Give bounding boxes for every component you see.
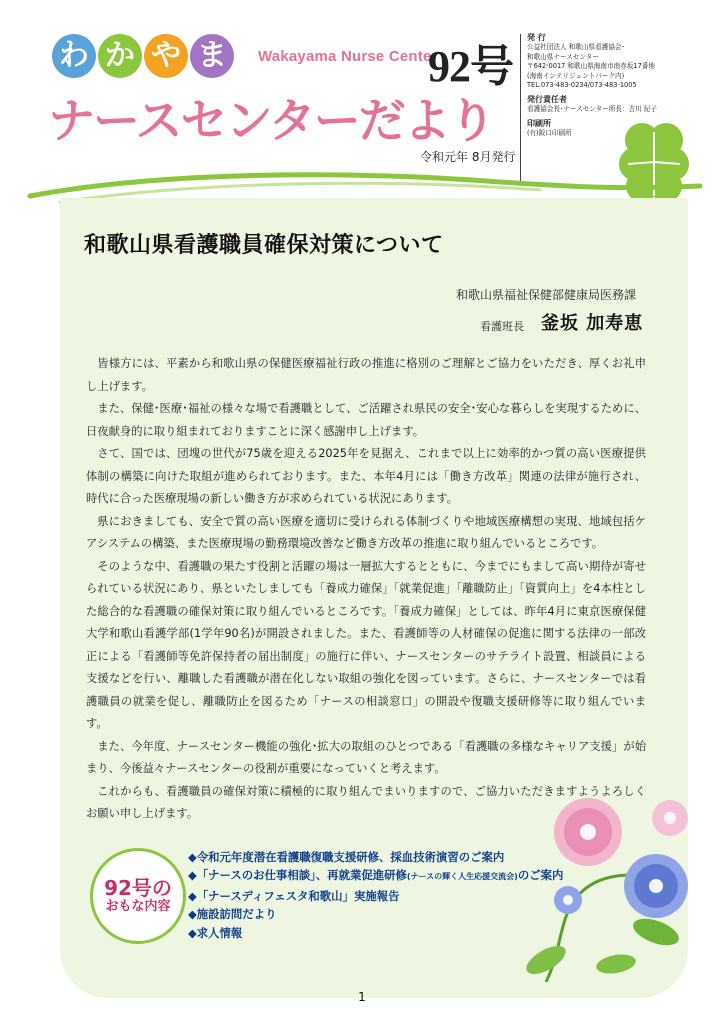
issue-number: 92号 (428, 42, 513, 91)
page-number: 1 (358, 990, 366, 1004)
article-body (86, 353, 646, 826)
article-title: 和歌山県看護職員確保対策について (84, 232, 444, 258)
article-paragraph: そのような中、看護職の果たす役割と活躍の場は一層拡大するとともに、今までにもまして高い期待が寄せられている状況にあり、県といたしましても「養成力確保」「就業促進」「離職防止」「資質向上」を4本柱とした総合的な看護職の確保対策に取り組んでいるところです。「養成力確保」としては、昨年4月に東京医療保健大学和歌山看護学部(1学年90名)が開設されました。また、看護師等の人材確保の促進に関する法律の一部改正による「看護師等免許保持者の届出制度」の施行に伴い、ナースセンターのサテライト設置、相談員による支援などを行い、離職した看護職が潜在化しない取組の強化を図っています。さらに、ナースセンターでは看護職員の就業を促し、離職防止を図るため「ナースの相談窓口」の開設や復職支援研修等に取り組んでいます。 (86, 559, 646, 730)
publisher-line: 和歌山県ナースセンター (527, 52, 599, 61)
author-role: 看護班長 (480, 320, 524, 333)
contents-item (188, 866, 618, 886)
printer-line: (有)阪口印刷所 (527, 128, 572, 137)
contents-item-note: (ナースの輝く人生応援交流会) (406, 872, 518, 882)
article-paragraph: また、保健･医療･福祉の様々な場で看護職として、ご活躍され県民の安全･安心な暮らしを実現するために、日夜献身的に取り組まれておりますことに深く感謝申し上げます。 (86, 402, 646, 438)
contents-badge-line1: 92号の (104, 876, 172, 900)
logo-bubble-ya: や (144, 34, 188, 78)
contents-list (188, 848, 618, 942)
article-paragraph: また、今年度、ナースセンター機能の強化･拡大の取組のひとつである「看護職の多様なキャリア支援」が始まり、今後益々ナースセンターの役割が重要になっていくと考えます。 (86, 739, 646, 775)
header-divider (520, 34, 521, 184)
logo-bubble-ka: か (98, 34, 142, 78)
contents-item: ◆施設訪問だより (188, 907, 277, 922)
contents-item: ◆「ナースディフェスタ和歌山」実施報告 (188, 888, 400, 903)
contents-item: ◆令和元年度潜在看護職復職支援研修、採血技術演習のご案内 (188, 850, 505, 864)
logo-bubble-wa: わ (52, 34, 96, 78)
contents-badge (90, 848, 186, 944)
article-paragraph: さて、国では、団塊の世代が75歳を迎える2025年を見据え、これまで以上に効率的かつ質の高い医療提供体制の構築に向けた取組が進められております。また、本年4月には「働き方改革」関連の法律が施行され、時代に合った医療現場の新しい働き方が求められている状況にあります。 (86, 447, 646, 505)
center-name: Wakayama Nurse Center (258, 48, 438, 65)
editor-heading: 発行責任者 (527, 94, 567, 104)
contents-item: ◆求人情報 (188, 925, 243, 940)
contents-badge-line2: おもな内容 (105, 899, 171, 914)
contents-item-text: ◆「ナースのお仕事相談」、再就業促進研修 (188, 868, 407, 883)
publisher-heading: 発 行 (527, 33, 546, 42)
publication-date: 令和元年 8月発行 (420, 150, 516, 164)
editor-line: 看護協会長･ナースセンター所長：古川 紀子 (527, 104, 658, 113)
newsletter-title: ナースセンターだより (48, 94, 494, 149)
article-paragraph: これからも、看護職員の確保対策に積極的に取り組んでまいりますので、ご協力いただきますようよろしくお願い申し上げます。 (86, 784, 646, 820)
article-paragraph: 県におきましても、安全で質の高い医療を適切に受けられる体制づくりや地域医療構想の実現、地域包括ケアシステムの構築、また医療現場の勤務環境改善など働き方改革の推進に取り組んでいるところです。 (86, 514, 646, 550)
publisher-line: (海南インテリジェントパーク内) (527, 71, 625, 80)
publisher-line: 公益社団法人 和歌山県看護協会･ (527, 43, 625, 51)
author-name: 釜坂 加寿恵 (541, 313, 644, 334)
publisher-line: 〒642-0017 和歌山県海南市南赤坂17番地 (527, 62, 655, 71)
article-paragraph: 皆様方には、平素から和歌山県の保健医療福祉行政の推進に格別のご理解とご協力をいただき、厚くお礼申し上げます。 (86, 357, 646, 393)
printer-heading: 印刷所 (527, 118, 551, 128)
logo-bubbles (52, 34, 234, 78)
contents-item-text: のご案内 (517, 868, 564, 883)
author-affiliation: 和歌山県福祉保健部健康局医務課 (455, 288, 636, 302)
publisher-line: TEL.073-483-0234/073-483-1005 (527, 81, 637, 90)
logo-bubble-ma: ま (190, 34, 234, 78)
